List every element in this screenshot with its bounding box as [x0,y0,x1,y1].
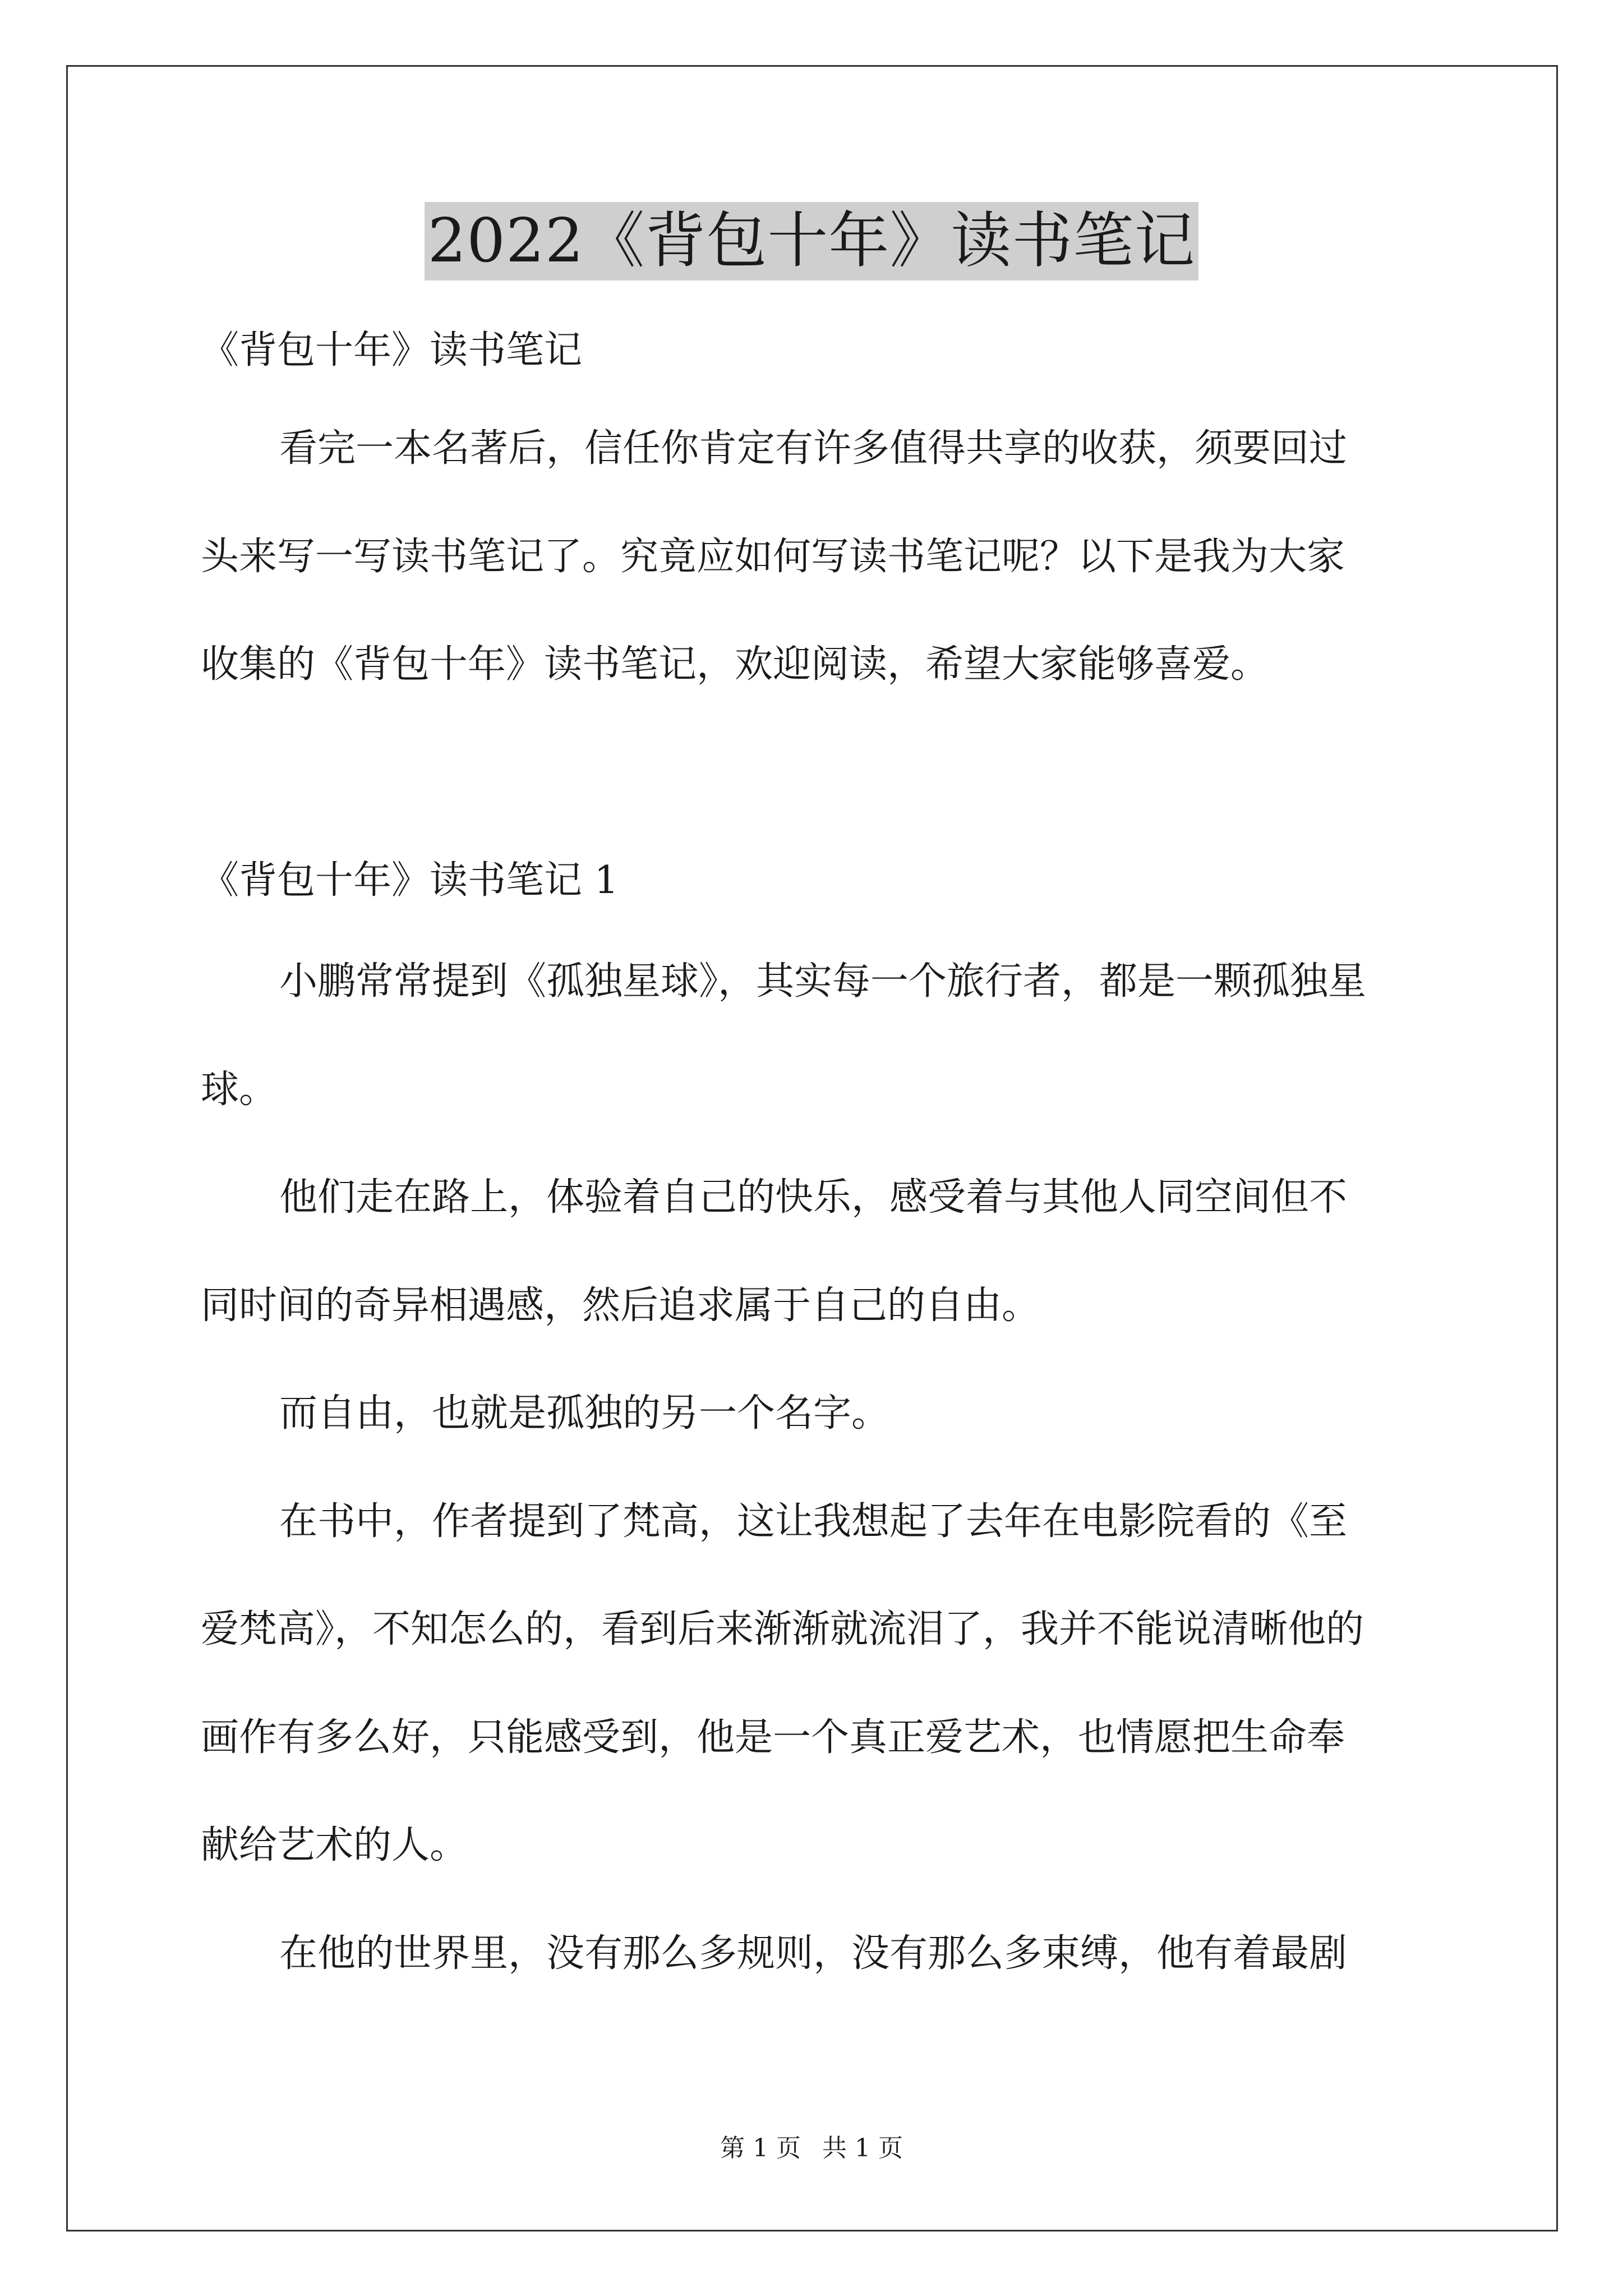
paragraph-line: 献给艺术的人。 [201,1823,468,1867]
paragraph-line: 画作有多么好，只能感受到，他是一个真正爱艺术，也情愿把生命奉 [201,1715,1345,1760]
title-container [0,202,1623,280]
paragraph-line: 同时间的奇异相遇感，然后追求属于自己的自由。 [201,1283,1040,1328]
document-title: 2022《背包十年》读书笔记 [425,202,1199,280]
page-total: 共 1 页 [822,2134,903,2162]
paragraph-line: 他们走在路上，体验着自己的快乐，感受着与其他人同空间但不 [279,1175,1348,1220]
page-footer [0,2132,1623,2165]
page-border [66,65,1558,2231]
paragraph-line: 爱梵高》，不知怎么的，看到后来渐渐就流泪了，我并不能说清晰他的 [201,1607,1364,1651]
paragraph-line: 球。 [201,1068,278,1112]
paragraph-line: 在他的世界里，没有那么多规则，没有那么多束缚，他有着最剧 [279,1931,1348,1976]
paragraph-line: 头来写一写读书笔记了。究竟应如何写读书笔记呢？以下是我为大家 [201,535,1345,579]
section-heading: 《背包十年》读书笔记 1 [201,858,619,903]
paragraph-line: 在书中，作者提到了梵高，这让我想起了去年在电影院看的《至 [279,1499,1348,1544]
paragraph-line: 而自由，也就是孤独的另一个名字。 [279,1391,890,1435]
paragraph-line: 小鹏常常提到《孤独星球》，其实每一个旅行者，都是一颗孤独星 [279,959,1367,1004]
paragraph-line: 看完一本名著后，信任你肯定有许多值得共享的收获，须要回过 [279,426,1348,471]
subtitle: 《背包十年》读书笔记 [201,328,583,372]
page-number: 第 1 页 [720,2134,801,2162]
paragraph-line: 收集的《背包十年》读书笔记，欢迎阅读，希望大家能够喜爱。 [201,642,1269,687]
